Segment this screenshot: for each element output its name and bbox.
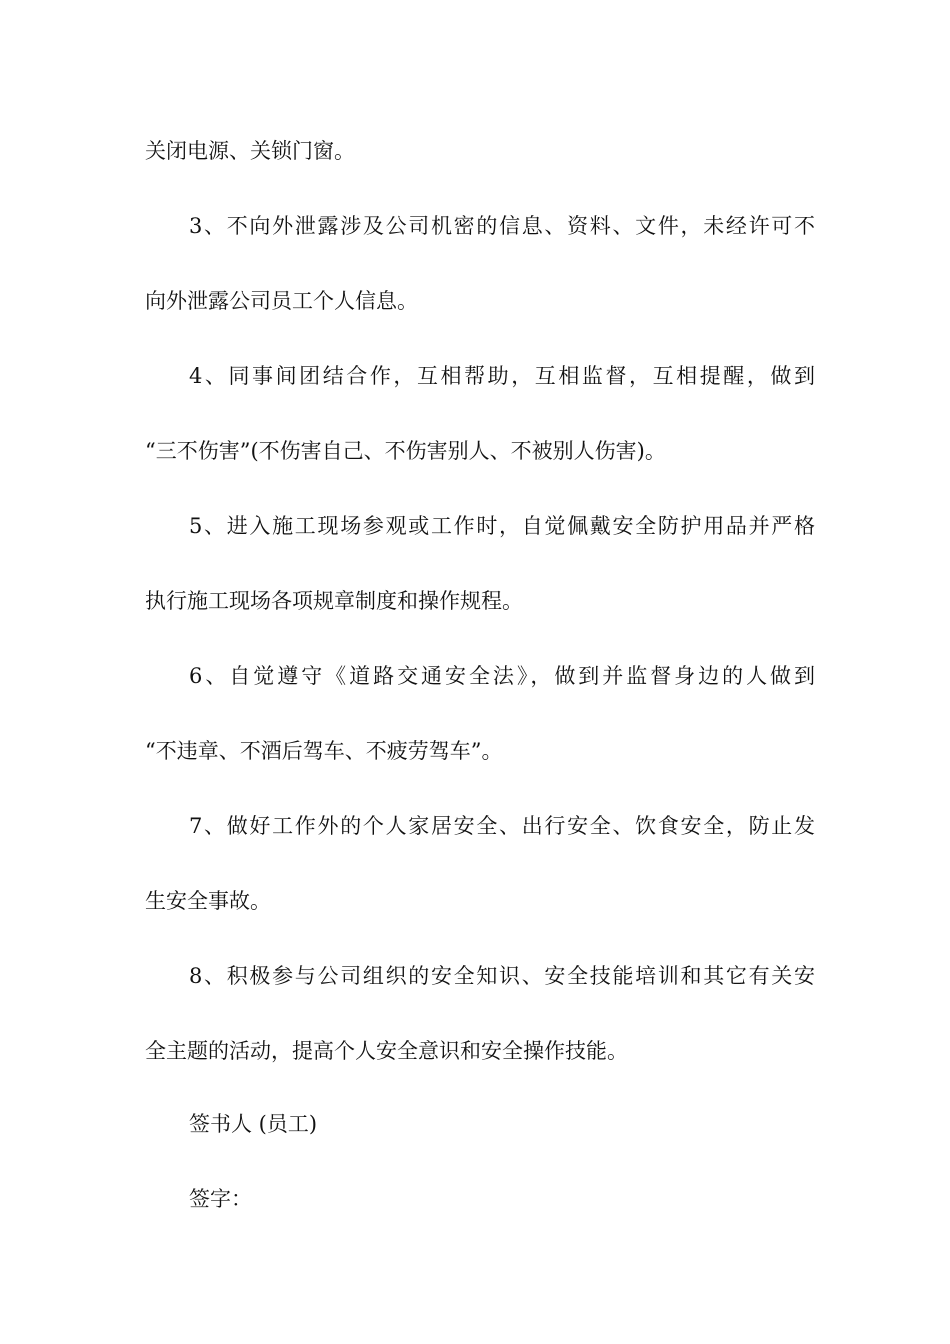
text-line-item3-start: 3、不向外泄露涉及公司机密的信息、资料、文件，未经许可不 (189, 214, 815, 238)
text-line-item2-continuation: 关闭电源、关锁门窗。 (145, 139, 355, 163)
text-line-item5-start: 5、进入施工现场参观或工作时，自觉佩戴安全防护用品并严格 (189, 514, 815, 538)
text-line-item5-end: 执行施工现场各项规章制度和操作规程。 (145, 589, 523, 613)
text-line-item8-start: 8、积极参与公司组织的安全知识、安全技能培训和其它有关安 (189, 964, 815, 988)
text-line-item6-start: 6、自觉遵守《道路交通安全法》，做到并监督身边的人做到 (189, 664, 815, 688)
text-line-item7-end: 生安全事故。 (145, 889, 271, 913)
text-line-item3-end: 向外泄露公司员工个人信息。 (145, 289, 418, 313)
text-line-item4-start: 4、同事间团结合作，互相帮助，互相监督，互相提醒，做到 (189, 364, 815, 388)
signature-label: 签字： (189, 1187, 252, 1211)
text-line-item8-end: 全主题的活动，提高个人安全意识和安全操作技能。 (145, 1039, 628, 1063)
text-line-item7-start: 7、做好工作外的个人家居安全、出行安全、饮食安全，防止发 (189, 814, 815, 838)
text-line-item4-end: “三不伤害”(不伤害自己、不伤害别人、不被别人伤害)。 (145, 439, 666, 463)
signatory-label: 签书人 (员工) (189, 1112, 318, 1136)
text-line-item6-end: “不违章、不酒后驾车、不疲劳驾车”。 (145, 739, 503, 763)
